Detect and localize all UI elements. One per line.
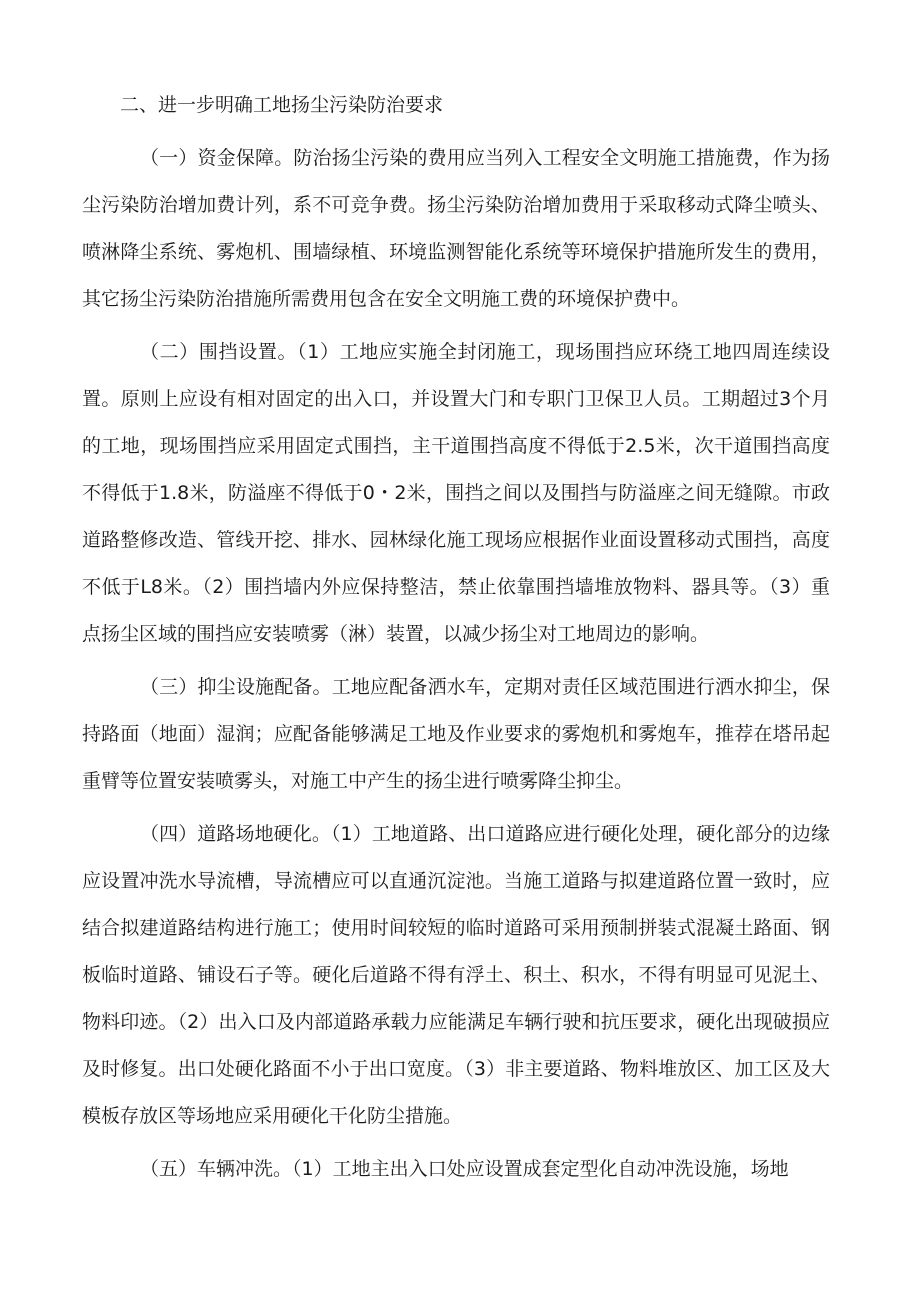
paragraph-funding: （一）资金保障。防治扬尘污染的费用应当列入工程安全文明施工措施费，作为扬尘污染防治增加费计列，系不可竞争费。扬尘污染防治增加费用于采取移动式降尘喷头、喷淋降尘系统、雾炮机、围墙绿植、环境监测智能化系统等环境保护措施所发生的费用，其它扬尘污染防治措施所需费用包含在安全文明施工费的环境保护费中。 [82,147,830,310]
document-body [82,82,830,1199]
section-heading: 二、进一步明确工地扬尘污染防治要求 [120,94,444,116]
paragraph-road-hardening: （四）道路场地硬化。（1）工地道路、出口道路应进行硬化处理，硬化部分的边缘应设置冲洗水导流槽，导流槽应可以直通沉淀池。当施工道路与拟建道路位置一致时，应结合拟建道路结构进行施工；使用时间较短的临时道路可采用预制拼装式混凝土路面、钢板临时道路、铺设石子等。硬化后道路不得有浮土、积土、积水，不得有明显可见泥土、物料印迹。（2）出入口及内部道路承载力应能满足车辆行驶和抗压要求，硬化出现破损应及时修复。出口处硬化路面不小于出口宽度。（3）非主要道路、物料堆放区、加工区及大模板存放区等场地应采用硬化干化防尘措施。 [82,823,830,1127]
paragraph-dust-suppression: （三）抑尘设施配备。工地应配备洒水车，定期对责任区域范围进行洒水抑尘，保持路面（地面）湿润；应配备能够满足工地及作业要求的雾炮机和雾炮车，推荐在塔吊起重臂等位置安装喷雾头，对施工中产生的扬尘进行喷雾降尘抑尘。 [82,676,830,792]
paragraph-hoarding: （二）围挡设置。（1）工地应实施全封闭施工，现场围挡应环绕工地四周连续设置。原则上应设有相对固定的出入口，并设置大门和专职门卫保卫人员。工期超过3个月的工地，现场围挡应采用固定式围挡，主干道围挡高度不得低于2.5米，次干道围挡高度不得低于1.8米，防溢座不得低于0・2米，围挡之间以及围挡与防溢座之间无缝隙。市政道路整修改造、管线开挖、排水、园林绿化施工现场应根据作业面设置移动式围挡，高度不低于L8米。（2）围挡墙内外应保持整洁，禁止依靠围挡墙堆放物料、器具等。（3）重点扬尘区域的围挡应安装喷雾（淋）装置，以减少扬尘对工地周边的影响。 [82,341,830,645]
paragraph-vehicle-washing: （五）车辆冲洗。（1）工地主出入口处应设置成套定型化自动冲洗设施，场地 [140,1158,789,1180]
